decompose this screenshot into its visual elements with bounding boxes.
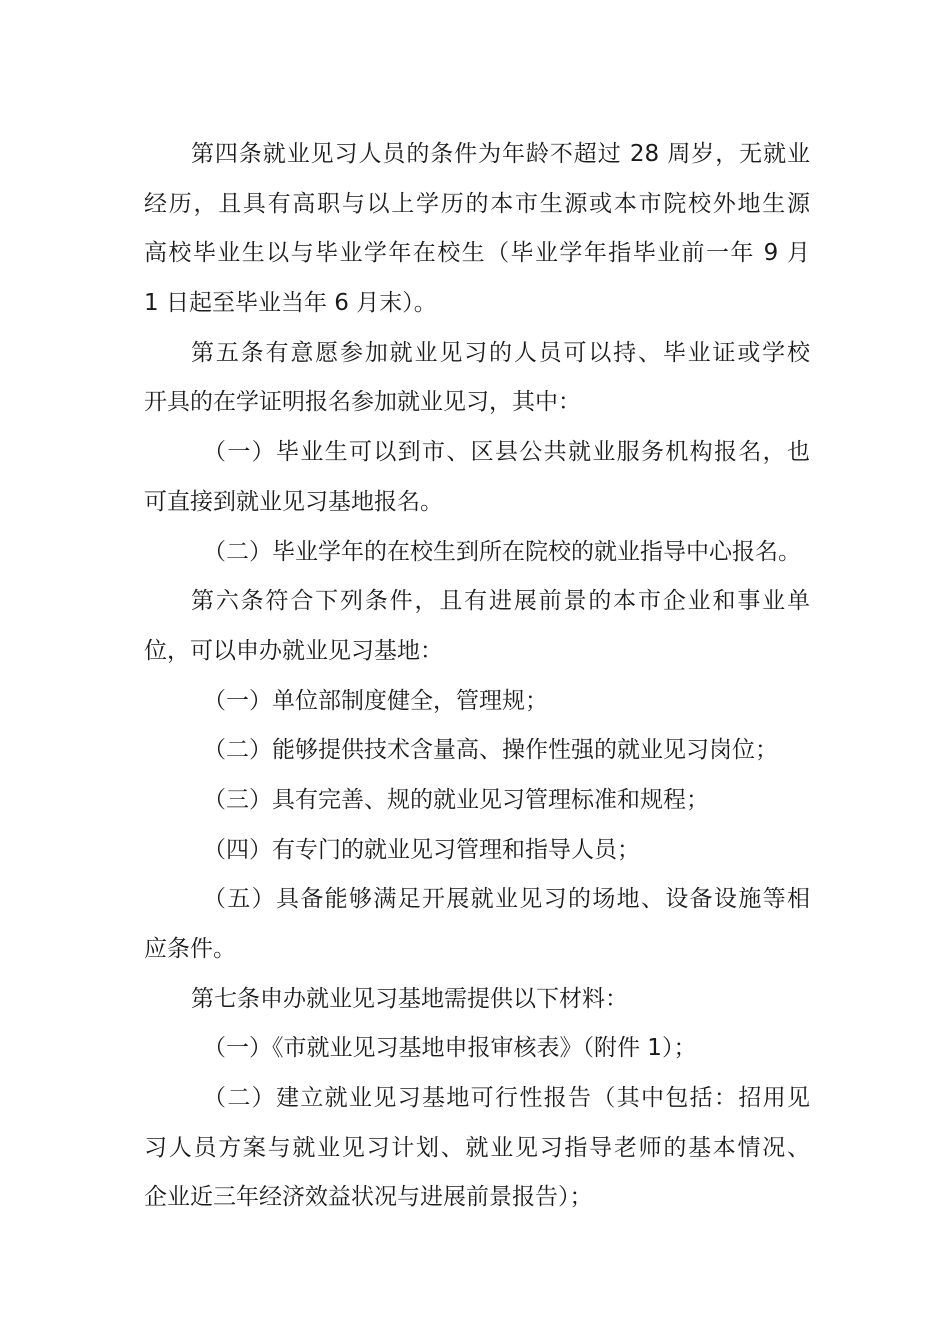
paragraph-line: （一）单位部制度健全，管理规； — [203, 687, 548, 714]
paragraph-line: （五）具备能够满足开展就业见习的场地、设备设施等相 — [203, 886, 810, 913]
paragraph-line: 位，可以申办就业见习基地： — [144, 637, 443, 664]
paragraph-line: 第四条就业见习人员的条件为年龄不超过 28 周岁，无就业 — [191, 141, 810, 167]
paragraph-line: 开具的在学证明报名参加就业见习，其中： — [144, 389, 581, 416]
paragraph-line: （二）毕业学年的在校生到所在院校的就业指导中心报名。 — [203, 538, 801, 565]
paragraph-line: 习人员方案与就业见习计划、就业见习指导老师的基本情况、 — [144, 1134, 810, 1161]
paragraph-line: 可直接到就业见习基地报名。 — [144, 488, 443, 515]
paragraph-line: 第六条符合下列条件，且有进展前景的本市企业和事业单 — [191, 588, 810, 615]
paragraph-line: （一）毕业生可以到市、区县公共就业服务机构报名，也 — [203, 439, 810, 466]
paragraph-line: 1 日起至毕业当年 6 月末）。 — [144, 290, 437, 317]
paragraph-line: （四）有专门的就业见习管理和指导人员； — [203, 836, 640, 863]
paragraph-line: （二）建立就业见习基地可行性报告（其中包括：招用见 — [203, 1085, 810, 1112]
paragraph-line: 经历，且具有高职与以上学历的本市生源或本市院校外地生源 — [144, 190, 810, 217]
paragraph-line: 第七条申办就业见习基地需提供以下材料： — [191, 985, 628, 1012]
paragraph-line: 企业近三年经济效益状况与进展前景报告）； — [144, 1184, 593, 1211]
paragraph-line: 高校毕业生以与毕业学年在校生（毕业学年指毕业前一年 9 月 — [144, 240, 810, 267]
paragraph-line: （三）具有完善、规的就业见习管理标准和规程； — [203, 786, 709, 813]
document-body — [144, 130, 810, 1223]
paragraph-line: 第五条有意愿参加就业见习的人员可以持、毕业证或学校 — [191, 339, 810, 366]
paragraph-line: 应条件。 — [144, 936, 236, 962]
paragraph-line: （一）《市就业见习基地申报审核表》（附件 1）； — [203, 1035, 697, 1062]
paragraph-line: （二）能够提供技术含量高、操作性强的就业见习岗位； — [203, 737, 778, 764]
